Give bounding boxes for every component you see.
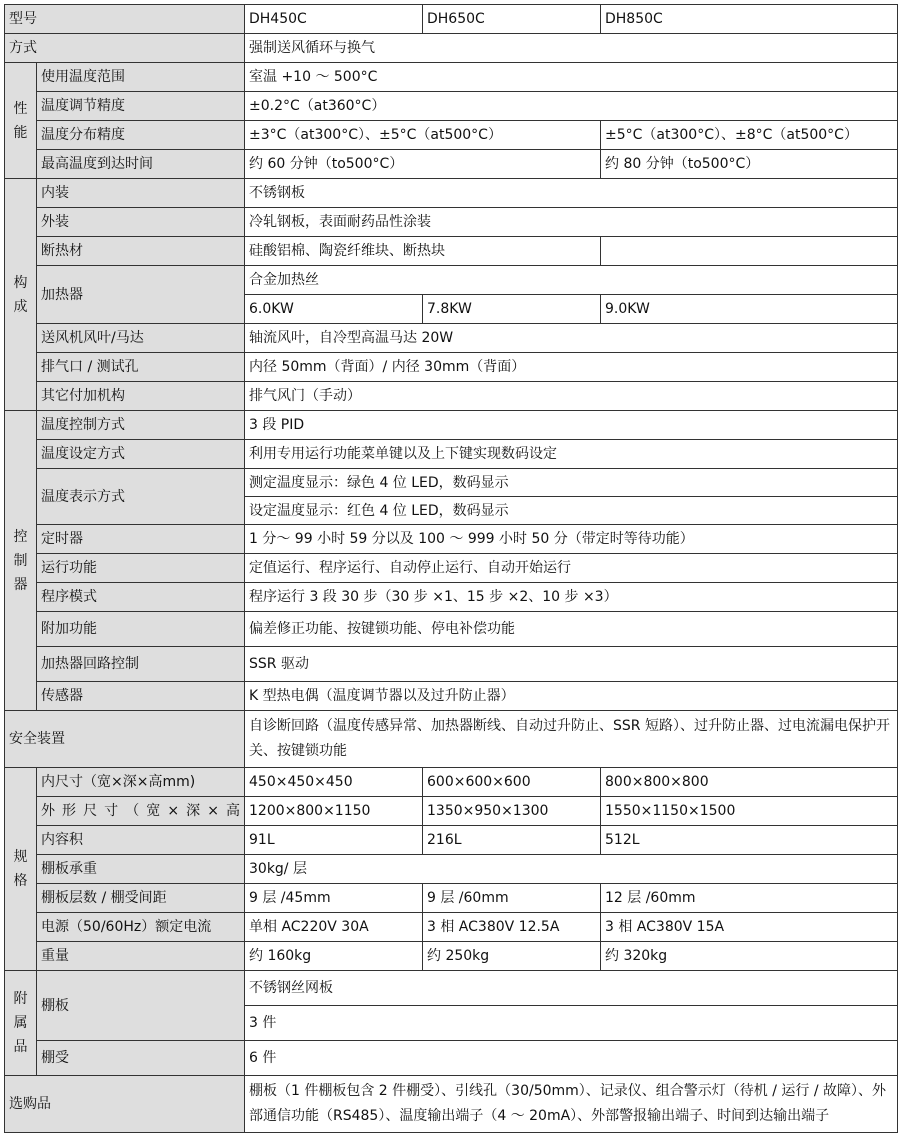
max-temp-time-value-b: 约 80 分钟（to500°C） <box>601 150 898 179</box>
inner-size-value: 450×450×450 <box>245 768 423 797</box>
safety-row <box>5 711 898 768</box>
shelf-count-value: 9 层 /60mm <box>423 884 601 913</box>
shelf-support-row <box>5 1041 898 1076</box>
sensor-row <box>5 682 898 711</box>
max-temp-time-value-a: 约 60 分钟（to500°C） <box>245 150 601 179</box>
weight-value: 约 320kg <box>601 942 898 971</box>
volume-row <box>5 826 898 855</box>
shelf-value-1: 不锈钢丝网板 <box>245 971 898 1006</box>
options-row <box>5 1076 898 1133</box>
extra-function-row <box>5 612 898 647</box>
sensor-label: 传感器 <box>37 682 245 711</box>
safety-label: 安全装置 <box>5 711 245 768</box>
heater-circuit-row <box>5 647 898 682</box>
heater-circuit-value: SSR 驱动 <box>245 647 898 682</box>
model-dh650c: DH650C <box>423 5 601 34</box>
volume-value: 216L <box>423 826 601 855</box>
setting-method-label: 温度设定方式 <box>37 440 245 469</box>
outer-size-value: 1200×800×1150 <box>245 797 423 826</box>
outer-size-value: 1350×950×1300 <box>423 797 601 826</box>
power-value: 3 相 AC380V 12.5A <box>423 913 601 942</box>
outer-size-row <box>5 797 898 826</box>
run-function-value: 定值运行、程序运行、自动停止运行、自动开始运行 <box>245 554 898 583</box>
display-method-row <box>5 469 898 497</box>
program-mode-label: 程序模式 <box>37 583 245 612</box>
max-temp-time-label: 最高温度到达时间 <box>37 150 245 179</box>
timer-label: 定时器 <box>37 525 245 554</box>
outer-size-label: 外形尺寸（宽×深×高 <box>37 797 245 826</box>
heater-value: 合金加热丝 <box>245 266 898 295</box>
model-dh850c: DH850C <box>601 5 898 34</box>
other-value: 排气风门（手动） <box>245 382 898 411</box>
other-row <box>5 382 898 411</box>
construction-group-char: 构 <box>13 274 28 291</box>
controller-group-char: 器 <box>13 576 28 593</box>
exterior-row <box>5 208 898 237</box>
setting-method-value: 利用专用运行功能菜单键以及上下键实现数码设定 <box>245 440 898 469</box>
temp-range-value: 室温 +10 ～ 500°C <box>245 63 898 92</box>
interior-value: 不锈钢板 <box>245 179 898 208</box>
shelf-row <box>5 971 898 1006</box>
accessories-group <box>5 971 37 1076</box>
shelf-count-row <box>5 884 898 913</box>
power-row <box>5 913 898 942</box>
temp-precision-label: 温度调节精度 <box>37 92 245 121</box>
fan-row <box>5 324 898 353</box>
display-method-value-1: 测定温度显示：绿色 4 位 LED，数码显示 <box>245 469 898 497</box>
program-mode-row <box>5 583 898 612</box>
performance-group <box>5 63 37 179</box>
program-mode-value: 程序运行 3 段 30 步（30 步 ×1、15 步 ×2、10 步 ×3） <box>245 583 898 612</box>
construction-group <box>5 179 37 411</box>
volume-value: 512L <box>601 826 898 855</box>
temp-precision-row <box>5 92 898 121</box>
power-value: 3 相 AC380V 15A <box>601 913 898 942</box>
heater-power: 9.0KW <box>601 295 898 324</box>
max-temp-time-row <box>5 150 898 179</box>
model-dh450c: DH450C <box>245 5 423 34</box>
power-value: 单相 AC220V 30A <box>245 913 423 942</box>
exhaust-row <box>5 353 898 382</box>
other-label: 其它付加机构 <box>37 382 245 411</box>
shelf-count-value: 9 层 /45mm <box>245 884 423 913</box>
spec-table <box>4 4 898 1133</box>
accessories-group-char: 附 <box>13 991 28 1007</box>
fan-label: 送风机风叶/马达 <box>37 324 245 353</box>
weight-label: 重量 <box>37 942 245 971</box>
inner-size-label: 内尺寸（宽×深×高mm) <box>37 768 245 797</box>
method-value: 强制送风循环与换气 <box>245 34 898 63</box>
exterior-value: 冷轧钢板，表面耐药品性涂装 <box>245 208 898 237</box>
volume-value: 91L <box>245 826 423 855</box>
fan-value: 轴流风叶，自冷型高温马达 20W <box>245 324 898 353</box>
exhaust-label: 排气口 / 测试孔 <box>37 353 245 382</box>
shelf-load-row <box>5 855 898 884</box>
display-method-value-2: 设定温度显示：红色 4 位 LED，数码显示 <box>245 497 898 525</box>
timer-row <box>5 525 898 554</box>
controller-group-char: 控 <box>13 528 28 545</box>
shelf-load-label: 棚板承重 <box>37 855 245 884</box>
temp-uniformity-value-a: ±3°C（at300°C）、±5°C（at500°C） <box>245 121 601 150</box>
options-value: 棚板（1 件棚板包含 2 件棚受）、引线孔（30/50mm）、记录仪、组合警示灯（待机 / 运行 / 故障）、外部通信功能（RS485）、温度输出端子（4 ～ 20mA）、外部警报输出端子、时间到达输出端子 <box>245 1076 898 1133</box>
weight-value: 约 250kg <box>423 942 601 971</box>
controller-group-char: 制 <box>13 552 28 569</box>
heater-power: 6.0KW <box>245 295 423 324</box>
control-method-row <box>5 411 898 440</box>
performance-group-char: 性 <box>13 100 28 117</box>
dimensions-group-char: 格 <box>13 873 28 889</box>
temp-range-label: 使用温度范围 <box>37 63 245 92</box>
display-method-label: 温度表示方式 <box>37 469 245 525</box>
extra-function-label: 附加功能 <box>37 612 245 647</box>
temp-precision-value: ±0.2°C（at360°C） <box>245 92 898 121</box>
accessories-group-char: 品 <box>13 1039 28 1055</box>
inner-size-value: 800×800×800 <box>601 768 898 797</box>
insulation-empty <box>601 237 898 266</box>
temp-uniformity-row <box>5 121 898 150</box>
method-row <box>5 34 898 63</box>
shelf-count-value: 12 层 /60mm <box>601 884 898 913</box>
model-label: 型号 <box>5 5 245 34</box>
performance-group-char: 能 <box>13 124 28 141</box>
interior-label: 内装 <box>37 179 245 208</box>
shelf-count-label: 棚板层数 / 棚受间距 <box>37 884 245 913</box>
timer-value: 1 分～ 99 小时 59 分以及 100 ～ 999 小时 50 分（带定时等待功能） <box>245 525 898 554</box>
volume-label: 内容积 <box>37 826 245 855</box>
control-method-value: 3 段 PID <box>245 411 898 440</box>
heater-power: 7.8KW <box>423 295 601 324</box>
exhaust-value: 内径 50mm（背面）/ 内径 30mm（背面） <box>245 353 898 382</box>
safety-value: 自诊断回路（温度传感异常、加热器断线、自动过升防止、SSR 短路）、过升防止器、过电流漏电保护开关、按键锁功能 <box>245 711 898 768</box>
control-method-label: 温度控制方式 <box>37 411 245 440</box>
insulation-row <box>5 237 898 266</box>
header-row <box>5 5 898 34</box>
power-label: 电源（50/60Hz）额定电流 <box>37 913 245 942</box>
accessories-group-char: 属 <box>13 1015 28 1031</box>
shelf-support-value: 6 件 <box>245 1041 898 1076</box>
inner-size-row <box>5 768 898 797</box>
heater-label: 加热器 <box>37 266 245 324</box>
temp-uniformity-label: 温度分布精度 <box>37 121 245 150</box>
weight-row <box>5 942 898 971</box>
setting-method-row <box>5 440 898 469</box>
exterior-label: 外装 <box>37 208 245 237</box>
shelf-value-2: 3 件 <box>245 1006 898 1041</box>
insulation-label: 断热材 <box>37 237 245 266</box>
dimensions-group <box>5 768 37 971</box>
run-function-row <box>5 554 898 583</box>
temp-uniformity-value-b: ±5°C（at300°C）、±8°C（at500°C） <box>601 121 898 150</box>
construction-group-char: 成 <box>13 298 28 315</box>
shelf-support-label: 棚受 <box>37 1041 245 1076</box>
shelf-label: 棚板 <box>37 971 245 1041</box>
method-label: 方式 <box>5 34 245 63</box>
outer-size-value: 1550×1150×1500 <box>601 797 898 826</box>
dimensions-group-char: 规 <box>13 849 28 865</box>
inner-size-value: 600×600×600 <box>423 768 601 797</box>
run-function-label: 运行功能 <box>37 554 245 583</box>
temp-range-row <box>5 63 898 92</box>
options-label: 选购品 <box>5 1076 245 1133</box>
weight-value: 约 160kg <box>245 942 423 971</box>
heater-circuit-label: 加热器回路控制 <box>37 647 245 682</box>
sensor-value: K 型热电偶（温度调节器以及过升防止器） <box>245 682 898 711</box>
insulation-value: 硅酸铝棉、陶瓷纤维块、断热块 <box>245 237 601 266</box>
controller-group <box>5 411 37 711</box>
extra-function-value: 偏差修正功能、按键锁功能、停电补偿功能 <box>245 612 898 647</box>
heater-row <box>5 266 898 295</box>
shelf-load-value: 30kg/ 层 <box>245 855 898 884</box>
interior-row <box>5 179 898 208</box>
